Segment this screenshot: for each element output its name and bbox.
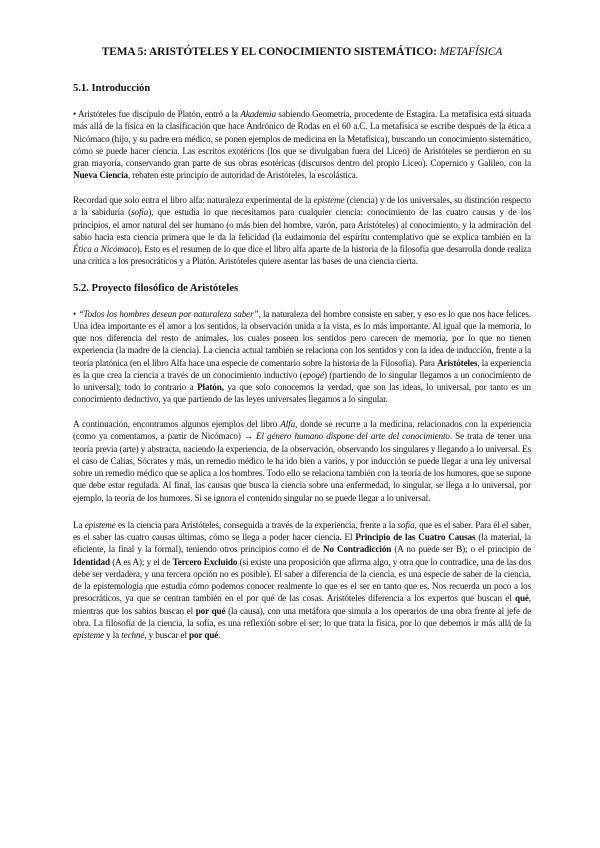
intro-paragraph-1: • Aristóteles fue discípulo de Platón, entró a la Akademia sabiendo Geometría, procedente de Estagira. La metafísica está situada más allá de la física en la clasificación que hace Andrónico de Rodas en el 60 a.C. La metafísica se escribe después de la ética a Nicómaco (hijo, y su padre era médico, se ponen ejemplos de medicina en la Metafísica), buscando un conocimiento sistemático, cómo se puede hacer ciencia. Las escritos exotéricos (los que se divulgaban fuera del Liceo) de Aristóteles se perdieron en su gran mayoría, conservando gran parte de sus obras esotéricas (discursos dentro del propio Liceo). Copernico y Galileo, con la Nueva Ciencia, rebaten este principio de autoridad de Aristóteles, la escolástica. [73,109,531,181]
title-main: TEMA 5: ARISTÓTELES Y EL CONOCIMIENTO SISTEMÁTICO: [101,46,440,58]
section-2-heading: 5.2. Proyecto filosófico de Aristóteles [73,282,239,294]
document-page [73,46,531,654]
title-subtitle: METAFÍSICA [439,46,503,58]
project-paragraph-1: • “Todos los hombres desean por naturaleza saber”, la naturaleza del hombre consiste en saber, y eso es lo que nos hace felices. Una idea importante es el amor a los sentidos, la observación unida a la vista, es lo más importante. Al igual que la memoria, lo que nos diferencia del resto de animales, los cuales poseen los sentidos pero carecen de memoria, por lo que no tienen experiencia (la madre de la ciencia). La ciencia actual también se relaciona con los sentidos y con la idea de inducción, frente a la teoría platónica (en el libro Alfa hace una especie de comentario sobre la historia de la Filosofía). Para Aristóteles, la experiencia es la que crea la ciencia a través de un conocimiento inductivo (epogé) (partiendo de lo singular llegamos a un conocimiento de lo universal); todo lo contrario a Platón, ya que solo conocemos la verdad, que son las ideas, lo universal, por tanto es un conocimiento deductivo, ya que partiendo de las leyes universales llegamos a lo singular. [73,308,531,405]
section-1-heading: 5.1. Introducción [73,83,151,94]
project-paragraph-2: A continuación, encontramos algunos ejemplos del libro Alfa, donde se recurre a la medicina, relacionados con la experiencia (como ya comentamos, a partir de Nicómaco) → El género humano dispone del arte del conocimiento. Se trata de tener una teoría previa (arte) y abstracta, naciendo la experiencia, de la observación, observando los singulares y llegando a lo universal. Es el caso de Calias, Sócrates y más, un remedio médico le ha ido bien a varios, y por inducción se puede llegar a una ley universal sobre un remedio médico que se aplica a los hombres. Todo ello se relaciona también con la teoría de los humores, que se supone que debe estar regulada. Al final, las causas que busca la ciencia sobre una enfermedad, lo singular, se llega a lo universal, por ejemplo, la teoría de los humores. Si se ignora el contenido singular no se puede llegar a lo universal. [73,419,531,503]
project-paragraph-3: La episteme es la ciencia para Aristóteles, conseguida a través de la experiencia, frente a la sofía, que es el saber. Para él el saber, es el saber las cuatro causas últimas, cómo se llega a poder hacer ciencia. El Principio de las Cuatro Causas (la material, la eficiente, la final y la formal), teniendo otros principios como el de No Contradicción (A no puede ser B); o el principio de Identidad (A es A); y el de Tercero Excluido (si existe una proposición que afirma algo, y otra que lo contradice, una de las dos debe ser verdadera, y una tercera opción no es posible). El saber a diferencia de la ciencia, es una especie de saber de la ciencia, de la epistemología que estudia cómo podemos conocer realmente lo que es el ser en tanto que es. Nos recuerda un poco a los presocráticos, ya que se centran también en el por qué de las cosas. Aristóteles diferencia a los expertos que buscan el qué, mientras que los sabios buscan el por qué (la causa), con una metáfora que simula a los operarios de una obra frente al jefe de obra. La filosofía de la ciencia, la sofía, es una reflexión sobre el ser; lo que trata la física, por lo que debemos ir más allá de la episteme y la techné, y buscar el por qué. [73,519,532,640]
intro-paragraph-2: Recordad que solo entra el libro alfa: naturaleza experimental de la episteme (ciencia) y de los universales, su distinción respecto a la sabiduría (sofía), que estudia lo que necesitamos para cualquier ciencia: conocimiento de las cuatro causas y de los principios, el amor natural del ser humano (o más bien del hombre, varón, para Aristóteles) al conocimiento, y la admiración del sabio hacia esta ciencia primera que le da la felicidad (la eudaimonía del espíritu contemplativo que se explica también en la Ética a Nicómaco). Esto es el resumen de lo que dice el libro alfa aparte de la historia de la filosofía que desarrolla donde realiza una crítica a los presocráticos y a Platón. Aristóteles quiere asentar las bases de una ciencia cierta. [73,195,531,267]
page-title [73,46,531,58]
